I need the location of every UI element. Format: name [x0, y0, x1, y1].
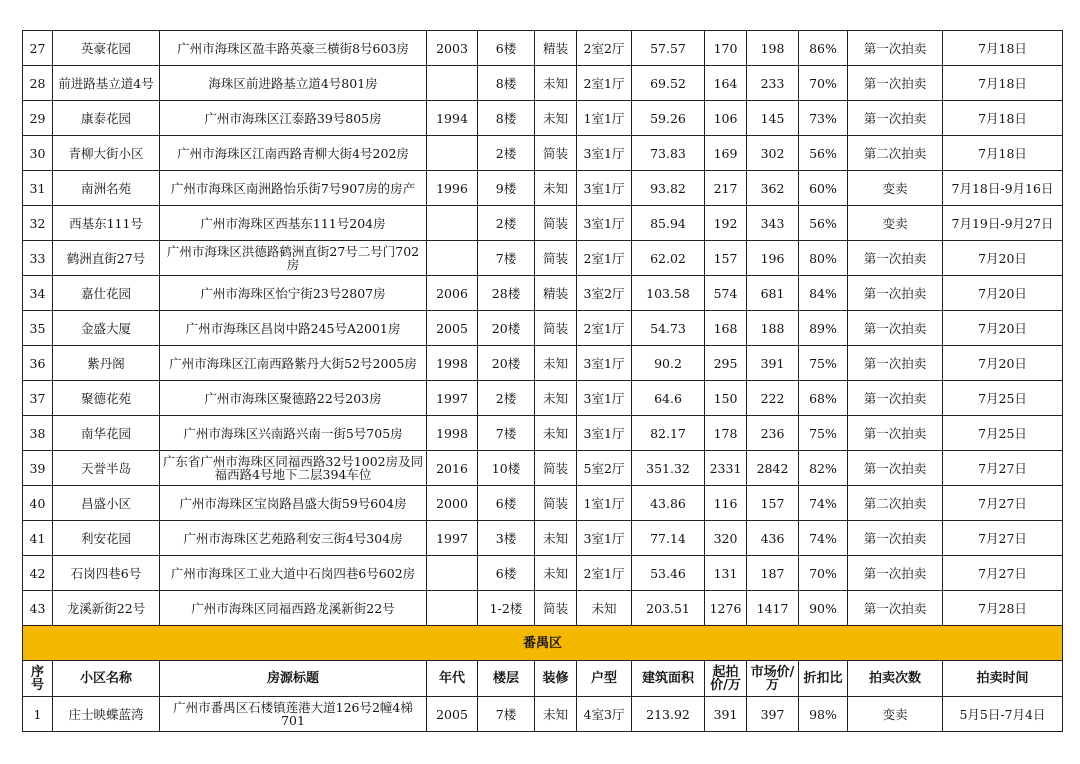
cell-no: 41	[23, 521, 53, 556]
cell-area: 62.02	[632, 241, 705, 276]
cell-deco: 简装	[535, 591, 577, 626]
cell-date: 7月18日	[943, 31, 1063, 66]
cell-layout: 1室1厅	[577, 486, 632, 521]
table-row	[23, 206, 1063, 241]
cell-times: 变卖	[848, 697, 943, 732]
cell-floor: 3楼	[478, 521, 535, 556]
cell-ratio: 89%	[799, 311, 848, 346]
cell-start: 192	[705, 206, 747, 241]
cell-no: 36	[23, 346, 53, 381]
cell-times: 第一次拍卖	[848, 451, 943, 486]
cell-no: 32	[23, 206, 53, 241]
cell-start: 106	[705, 101, 747, 136]
cell-floor: 20楼	[478, 311, 535, 346]
cell-deco: 简装	[535, 136, 577, 171]
cell-no: 27	[23, 31, 53, 66]
cell-ratio: 70%	[799, 66, 848, 101]
table-row	[23, 276, 1063, 311]
cell-year	[427, 66, 478, 101]
cell-layout: 2室1厅	[577, 311, 632, 346]
cell-floor: 6楼	[478, 556, 535, 591]
cell-title: 广州市海珠区兴南路兴南一街5号705房	[160, 416, 427, 451]
cell-area: 203.51	[632, 591, 705, 626]
cell-area: 85.94	[632, 206, 705, 241]
cell-times: 第一次拍卖	[848, 311, 943, 346]
cell-times: 第一次拍卖	[848, 591, 943, 626]
cell-title: 广州市海珠区洪德路鹤洲直街27号二号门702房	[160, 241, 427, 276]
cell-deco: 精装	[535, 31, 577, 66]
cell-market: 397	[747, 697, 799, 732]
cell-year: 2005	[427, 311, 478, 346]
cell-name: 紫丹阁	[53, 346, 160, 381]
cell-ratio: 86%	[799, 31, 848, 66]
table-row	[23, 66, 1063, 101]
table-row	[23, 521, 1063, 556]
table-row	[23, 416, 1063, 451]
header-year: 年代	[427, 661, 478, 697]
cell-market: 145	[747, 101, 799, 136]
cell-market: 362	[747, 171, 799, 206]
header-start: 起拍价/万	[705, 661, 747, 697]
header-times: 拍卖次数	[848, 661, 943, 697]
cell-deco: 精装	[535, 276, 577, 311]
cell-layout: 3室1厅	[577, 416, 632, 451]
cell-layout: 4室3厅	[577, 697, 632, 732]
cell-floor: 20楼	[478, 346, 535, 381]
cell-layout: 未知	[577, 591, 632, 626]
cell-area: 64.6	[632, 381, 705, 416]
cell-title: 广州市海珠区江泰路39号805房	[160, 101, 427, 136]
cell-deco: 未知	[535, 101, 577, 136]
cell-floor: 6楼	[478, 486, 535, 521]
cell-start: 168	[705, 311, 747, 346]
cell-ratio: 98%	[799, 697, 848, 732]
cell-start: 150	[705, 381, 747, 416]
cell-area: 54.73	[632, 311, 705, 346]
cell-name: 嘉仕花园	[53, 276, 160, 311]
table-row	[23, 697, 1063, 732]
cell-year	[427, 591, 478, 626]
cell-year: 1994	[427, 101, 478, 136]
cell-date: 5月5日-7月4日	[943, 697, 1063, 732]
cell-market: 222	[747, 381, 799, 416]
cell-area: 103.58	[632, 276, 705, 311]
cell-times: 第一次拍卖	[848, 31, 943, 66]
cell-layout: 3室1厅	[577, 136, 632, 171]
cell-name: 英豪花园	[53, 31, 160, 66]
cell-layout: 3室1厅	[577, 381, 632, 416]
header-no: 序号	[23, 661, 53, 697]
header-name: 小区名称	[53, 661, 160, 697]
cell-deco: 简装	[535, 241, 577, 276]
cell-date: 7月25日	[943, 381, 1063, 416]
header-layout: 户型	[577, 661, 632, 697]
cell-layout: 3室1厅	[577, 171, 632, 206]
cell-start: 320	[705, 521, 747, 556]
cell-date: 7月18日-9月16日	[943, 171, 1063, 206]
section-header	[23, 626, 1063, 697]
cell-layout: 3室1厅	[577, 521, 632, 556]
cell-date: 7月18日	[943, 101, 1063, 136]
cell-times: 第一次拍卖	[848, 521, 943, 556]
cell-date: 7月27日	[943, 451, 1063, 486]
cell-area: 69.52	[632, 66, 705, 101]
cell-title: 海珠区前进路基立道4号801房	[160, 66, 427, 101]
cell-start: 164	[705, 66, 747, 101]
cell-date: 7月27日	[943, 556, 1063, 591]
table-body-panyu	[23, 697, 1063, 732]
cell-ratio: 75%	[799, 416, 848, 451]
cell-start: 217	[705, 171, 747, 206]
cell-start: 178	[705, 416, 747, 451]
cell-deco: 简装	[535, 486, 577, 521]
cell-title: 广州市海珠区昌岗中路245号A2001房	[160, 311, 427, 346]
header-area: 建筑面积	[632, 661, 705, 697]
cell-deco: 未知	[535, 66, 577, 101]
cell-year	[427, 136, 478, 171]
cell-deco: 未知	[535, 381, 577, 416]
column-header-row	[23, 661, 1063, 697]
cell-date: 7月20日	[943, 276, 1063, 311]
cell-ratio: 56%	[799, 136, 848, 171]
cell-floor: 9楼	[478, 171, 535, 206]
cell-market: 187	[747, 556, 799, 591]
cell-year: 2005	[427, 697, 478, 732]
cell-times: 第一次拍卖	[848, 101, 943, 136]
cell-ratio: 60%	[799, 171, 848, 206]
cell-deco: 简装	[535, 451, 577, 486]
table-row	[23, 591, 1063, 626]
cell-times: 第一次拍卖	[848, 66, 943, 101]
cell-no: 40	[23, 486, 53, 521]
cell-floor: 7楼	[478, 241, 535, 276]
cell-ratio: 68%	[799, 381, 848, 416]
cell-year	[427, 206, 478, 241]
section-title: 番禺区	[23, 626, 1063, 661]
header-ratio: 折扣比	[799, 661, 848, 697]
cell-layout: 3室1厅	[577, 206, 632, 241]
cell-name: 龙溪新街22号	[53, 591, 160, 626]
cell-ratio: 73%	[799, 101, 848, 136]
cell-no: 43	[23, 591, 53, 626]
cell-floor: 2楼	[478, 136, 535, 171]
cell-times: 第二次拍卖	[848, 136, 943, 171]
cell-layout: 2室1厅	[577, 241, 632, 276]
cell-market: 1417	[747, 591, 799, 626]
cell-name: 青柳大街小区	[53, 136, 160, 171]
cell-start: 170	[705, 31, 747, 66]
cell-deco: 未知	[535, 697, 577, 732]
table-row	[23, 311, 1063, 346]
table-row	[23, 101, 1063, 136]
cell-floor: 7楼	[478, 416, 535, 451]
cell-market: 343	[747, 206, 799, 241]
cell-year: 1996	[427, 171, 478, 206]
cell-start: 1276	[705, 591, 747, 626]
cell-no: 39	[23, 451, 53, 486]
cell-date: 7月20日	[943, 241, 1063, 276]
cell-name: 康泰花园	[53, 101, 160, 136]
cell-area: 90.2	[632, 346, 705, 381]
cell-title: 广州市海珠区江南西路青柳大街4号202房	[160, 136, 427, 171]
cell-layout: 2室1厅	[577, 66, 632, 101]
cell-floor: 1-2楼	[478, 591, 535, 626]
cell-times: 第一次拍卖	[848, 381, 943, 416]
table-row	[23, 451, 1063, 486]
cell-title: 广州市海珠区西基东111号204房	[160, 206, 427, 241]
cell-year: 2016	[427, 451, 478, 486]
cell-date: 7月18日	[943, 66, 1063, 101]
cell-market: 188	[747, 311, 799, 346]
header-floor: 楼层	[478, 661, 535, 697]
section-row	[23, 626, 1063, 661]
cell-no: 28	[23, 66, 53, 101]
cell-layout: 1室1厅	[577, 101, 632, 136]
cell-area: 82.17	[632, 416, 705, 451]
header-market: 市场价/万	[747, 661, 799, 697]
cell-floor: 10楼	[478, 451, 535, 486]
cell-year: 2000	[427, 486, 478, 521]
cell-area: 213.92	[632, 697, 705, 732]
cell-floor: 6楼	[478, 31, 535, 66]
cell-layout: 2室1厅	[577, 556, 632, 591]
cell-title: 广州市海珠区南洲路怡乐街7号907房的房产	[160, 171, 427, 206]
cell-market: 236	[747, 416, 799, 451]
cell-area: 59.26	[632, 101, 705, 136]
cell-year: 1997	[427, 521, 478, 556]
cell-name: 庄士映蝶蓝湾	[53, 697, 160, 732]
cell-market: 157	[747, 486, 799, 521]
cell-deco: 简装	[535, 311, 577, 346]
cell-no: 1	[23, 697, 53, 732]
cell-name: 南华花园	[53, 416, 160, 451]
cell-date: 7月25日	[943, 416, 1063, 451]
cell-start: 295	[705, 346, 747, 381]
cell-no: 38	[23, 416, 53, 451]
cell-start: 391	[705, 697, 747, 732]
cell-title: 广州市海珠区艺苑路利安三街4号304房	[160, 521, 427, 556]
cell-layout: 3室1厅	[577, 346, 632, 381]
cell-date: 7月20日	[943, 311, 1063, 346]
table-row	[23, 136, 1063, 171]
cell-no: 31	[23, 171, 53, 206]
cell-year	[427, 241, 478, 276]
cell-ratio: 74%	[799, 521, 848, 556]
cell-market: 302	[747, 136, 799, 171]
table-row	[23, 556, 1063, 591]
cell-market: 198	[747, 31, 799, 66]
cell-start: 574	[705, 276, 747, 311]
cell-floor: 2楼	[478, 206, 535, 241]
cell-market: 391	[747, 346, 799, 381]
cell-deco: 未知	[535, 416, 577, 451]
cell-times: 第一次拍卖	[848, 416, 943, 451]
cell-title: 广州市海珠区盈丰路英豪三横街8号603房	[160, 31, 427, 66]
cell-year	[427, 556, 478, 591]
cell-date: 7月27日	[943, 521, 1063, 556]
cell-date: 7月27日	[943, 486, 1063, 521]
cell-no: 33	[23, 241, 53, 276]
cell-ratio: 90%	[799, 591, 848, 626]
cell-start: 2331	[705, 451, 747, 486]
table-row	[23, 31, 1063, 66]
cell-ratio: 74%	[799, 486, 848, 521]
cell-area: 53.46	[632, 556, 705, 591]
cell-date: 7月19日-9月27日	[943, 206, 1063, 241]
cell-deco: 未知	[535, 521, 577, 556]
cell-name: 南洲名苑	[53, 171, 160, 206]
cell-deco: 未知	[535, 556, 577, 591]
cell-year: 1997	[427, 381, 478, 416]
header-date: 拍卖时间	[943, 661, 1063, 697]
cell-title: 广东省广州市海珠区同福西路32号1002房及同福西路4号地下二层394车位	[160, 451, 427, 486]
cell-deco: 简装	[535, 206, 577, 241]
cell-deco: 未知	[535, 171, 577, 206]
cell-area: 43.86	[632, 486, 705, 521]
cell-start: 157	[705, 241, 747, 276]
cell-area: 93.82	[632, 171, 705, 206]
cell-name: 金盛大厦	[53, 311, 160, 346]
cell-ratio: 82%	[799, 451, 848, 486]
cell-ratio: 56%	[799, 206, 848, 241]
cell-name: 昌盛小区	[53, 486, 160, 521]
cell-no: 29	[23, 101, 53, 136]
cell-floor: 8楼	[478, 66, 535, 101]
cell-name: 石岗四巷6号	[53, 556, 160, 591]
cell-name: 利安花园	[53, 521, 160, 556]
cell-market: 436	[747, 521, 799, 556]
cell-title: 广州市海珠区工业大道中石岗四巷6号602房	[160, 556, 427, 591]
cell-title: 广州市海珠区宝岗路昌盛大街59号604房	[160, 486, 427, 521]
cell-year: 1998	[427, 416, 478, 451]
cell-name: 天誉半岛	[53, 451, 160, 486]
cell-title: 广州市海珠区江南西路紫丹大街52号2005房	[160, 346, 427, 381]
cell-date: 7月18日	[943, 136, 1063, 171]
cell-name: 聚德花苑	[53, 381, 160, 416]
cell-no: 30	[23, 136, 53, 171]
cell-floor: 8楼	[478, 101, 535, 136]
table-row	[23, 241, 1063, 276]
cell-date: 7月20日	[943, 346, 1063, 381]
cell-title: 广州市海珠区同福西路龙溪新街22号	[160, 591, 427, 626]
cell-area: 351.32	[632, 451, 705, 486]
cell-title: 广州市海珠区怡宁街23号2807房	[160, 276, 427, 311]
header-deco: 装修	[535, 661, 577, 697]
cell-layout: 3室2厅	[577, 276, 632, 311]
cell-market: 2842	[747, 451, 799, 486]
cell-title: 广州市番禺区石楼镇莲港大道126号2幢4梯701	[160, 697, 427, 732]
cell-year: 2003	[427, 31, 478, 66]
cell-date: 7月28日	[943, 591, 1063, 626]
cell-floor: 28楼	[478, 276, 535, 311]
cell-market: 681	[747, 276, 799, 311]
table-row	[23, 171, 1063, 206]
table-row	[23, 486, 1063, 521]
cell-times: 第二次拍卖	[848, 486, 943, 521]
auction-table	[22, 30, 1063, 732]
cell-name: 西基东111号	[53, 206, 160, 241]
cell-year: 2006	[427, 276, 478, 311]
cell-floor: 7楼	[478, 697, 535, 732]
table-body-haizhu	[23, 31, 1063, 626]
header-title: 房源标题	[160, 661, 427, 697]
cell-times: 变卖	[848, 206, 943, 241]
cell-times: 第一次拍卖	[848, 346, 943, 381]
cell-name: 前进路基立道4号	[53, 66, 160, 101]
cell-ratio: 70%	[799, 556, 848, 591]
cell-ratio: 80%	[799, 241, 848, 276]
cell-ratio: 75%	[799, 346, 848, 381]
cell-times: 第一次拍卖	[848, 276, 943, 311]
cell-title: 广州市海珠区聚德路22号203房	[160, 381, 427, 416]
cell-times: 第一次拍卖	[848, 241, 943, 276]
cell-no: 34	[23, 276, 53, 311]
cell-layout: 5室2厅	[577, 451, 632, 486]
cell-floor: 2楼	[478, 381, 535, 416]
cell-area: 73.83	[632, 136, 705, 171]
cell-times: 变卖	[848, 171, 943, 206]
cell-market: 196	[747, 241, 799, 276]
cell-start: 116	[705, 486, 747, 521]
cell-no: 35	[23, 311, 53, 346]
cell-name: 鹤洲直街27号	[53, 241, 160, 276]
cell-ratio: 84%	[799, 276, 848, 311]
table-row	[23, 381, 1063, 416]
cell-deco: 未知	[535, 346, 577, 381]
cell-start: 169	[705, 136, 747, 171]
cell-no: 37	[23, 381, 53, 416]
cell-area: 57.57	[632, 31, 705, 66]
cell-area: 77.14	[632, 521, 705, 556]
cell-year: 1998	[427, 346, 478, 381]
cell-market: 233	[747, 66, 799, 101]
cell-start: 131	[705, 556, 747, 591]
table-row	[23, 346, 1063, 381]
cell-layout: 2室2厅	[577, 31, 632, 66]
cell-no: 42	[23, 556, 53, 591]
cell-times: 第一次拍卖	[848, 556, 943, 591]
